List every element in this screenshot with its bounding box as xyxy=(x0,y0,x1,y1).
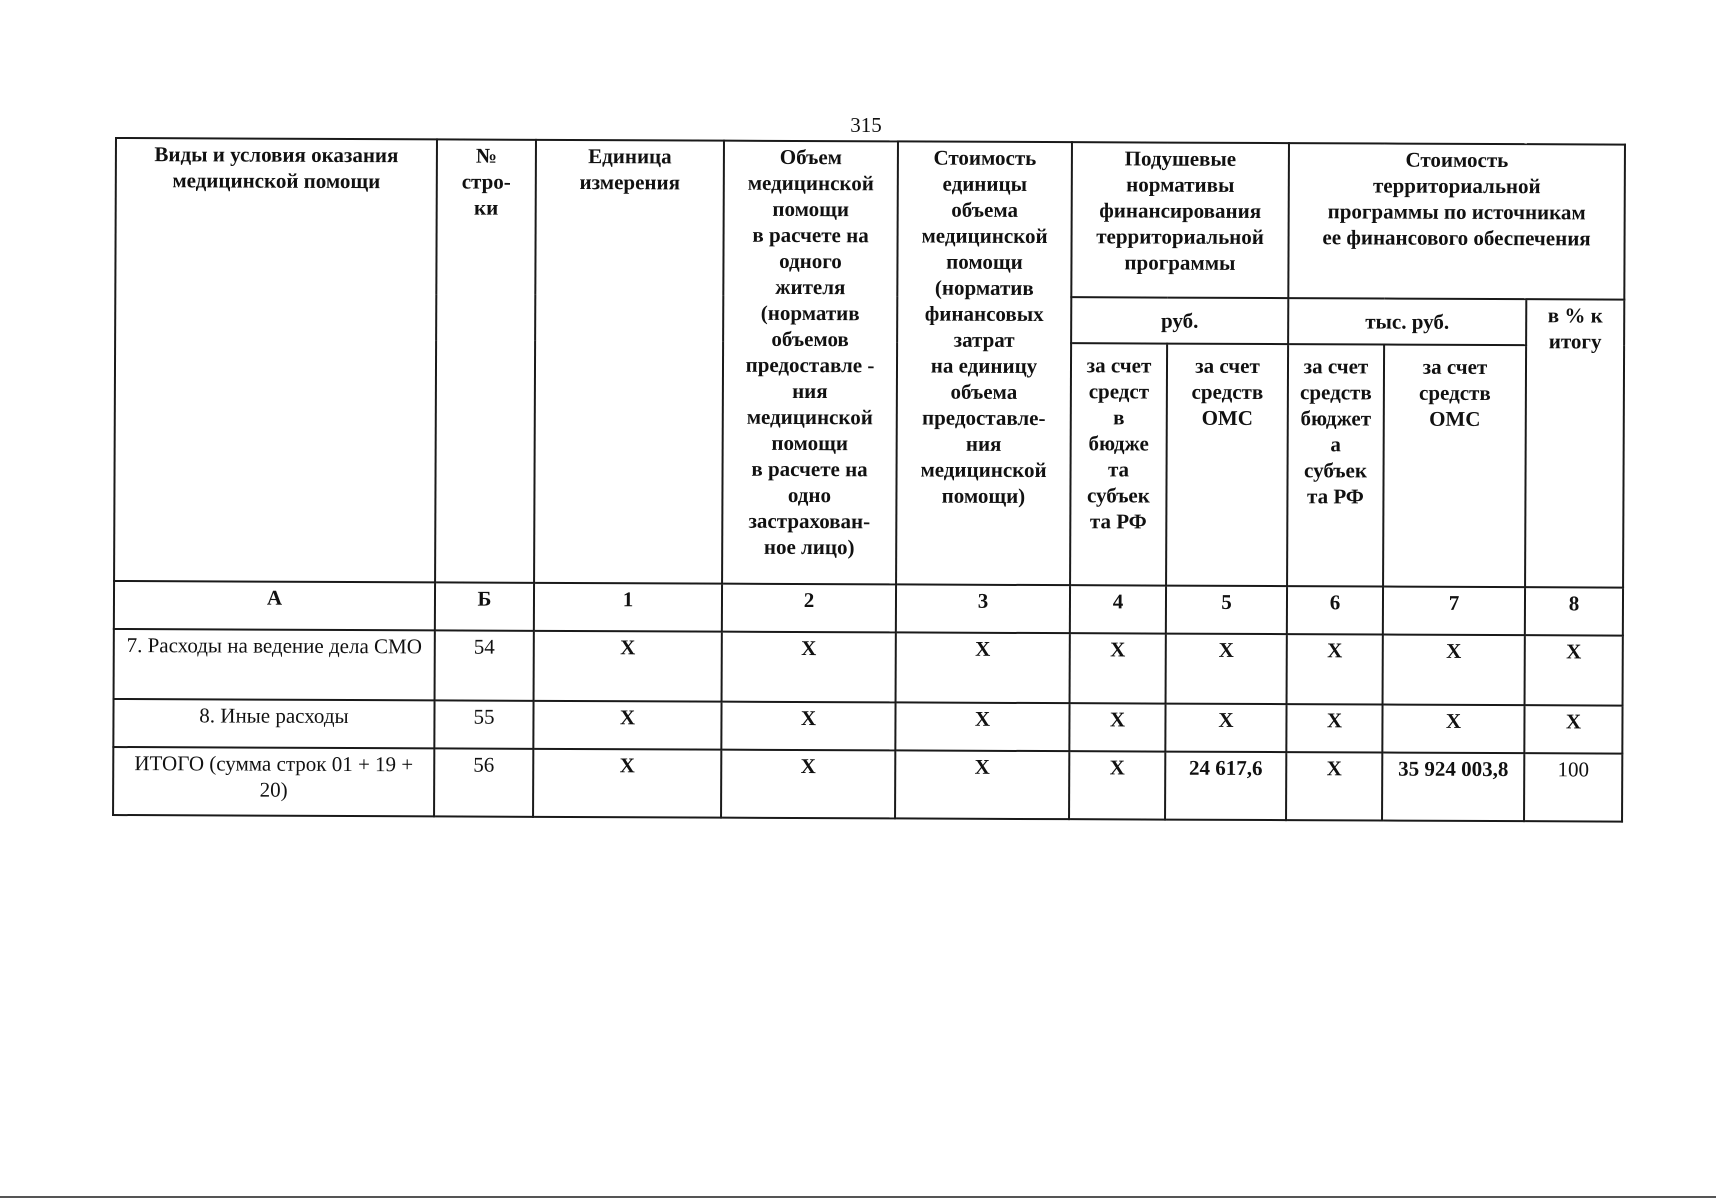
table-cell: Х xyxy=(896,632,1070,703)
table-cell: Х xyxy=(1165,704,1286,753)
header-care-types: Виды и условия оказания медицинской помощи xyxy=(114,138,437,582)
column-code: 4 xyxy=(1070,585,1166,633)
header-unit-thousand-rub: тыс. руб. xyxy=(1288,298,1526,345)
table-row xyxy=(113,699,1622,754)
header-per-capita-oms: за счет средств ОМС xyxy=(1166,344,1288,587)
total-cost-oms: 35 924 003,8 xyxy=(1382,753,1524,822)
total-per-capita-oms: 24 617,6 xyxy=(1165,752,1286,821)
column-code: 6 xyxy=(1287,586,1383,634)
table-cell: Х xyxy=(533,701,721,750)
column-code: 5 xyxy=(1166,586,1287,635)
column-code: 1 xyxy=(534,583,722,632)
table-row-total xyxy=(113,747,1622,822)
table-cell: Х xyxy=(721,750,895,819)
total-percent: 100 xyxy=(1524,753,1622,821)
row-number: 56 xyxy=(434,748,533,816)
header-per-capita-normatives: Подушевые нормативы финансирования территориальной программы xyxy=(1071,142,1289,298)
header-row-1 xyxy=(115,138,1625,300)
row-label: 7. Расходы на ведение дела СМО xyxy=(114,629,435,700)
table-cell: Х xyxy=(895,750,1069,819)
table-cell: Х xyxy=(1525,635,1623,705)
column-code: Б xyxy=(435,582,534,630)
row-number: 54 xyxy=(435,630,534,700)
column-code: 7 xyxy=(1383,587,1525,636)
table-cell: Х xyxy=(1524,705,1622,753)
header-percent-of-total: в % к итогу xyxy=(1525,299,1624,587)
scan-edge-line xyxy=(0,1196,1716,1198)
column-code: 2 xyxy=(722,584,896,633)
page-number: 315 xyxy=(850,113,882,137)
table-cell: Х xyxy=(722,632,896,703)
table-cell: Х xyxy=(721,702,895,751)
table-cell: Х xyxy=(1286,704,1382,752)
row-label: ИТОГО (сумма строк 01 + 19 + 20) xyxy=(113,747,434,816)
header-unit-rub: руб. xyxy=(1071,297,1288,344)
header-row-number: № стро- ки xyxy=(435,139,536,582)
table-cell: Х xyxy=(895,702,1069,751)
header-cost-oms: за счет средств ОМС xyxy=(1383,345,1526,588)
table-cell: Х xyxy=(533,749,721,818)
column-code-row xyxy=(114,581,1623,636)
header-program-cost: Стоимость территориальной программы по источникам ее финансового обеспечения xyxy=(1288,143,1625,299)
table-cell: Х xyxy=(1069,751,1165,819)
table-cell: Х xyxy=(1383,635,1525,706)
table-cell: Х xyxy=(534,631,722,702)
table-cell: Х xyxy=(1070,633,1166,703)
column-code: А xyxy=(114,581,435,630)
table-cell: Х xyxy=(1286,752,1382,820)
row-number: 55 xyxy=(434,700,533,748)
table-cell: Х xyxy=(1166,634,1287,705)
table-cell: Х xyxy=(1287,634,1383,704)
header-volume: Объем медицинской помощи в расчете на одного жителя (норматив объемов предоставле - ния медицинской помощи в расчете на одно застрахован- ное лицо) xyxy=(722,141,898,585)
financing-table xyxy=(112,137,1626,823)
header-cost-budget: за счет средств бюджет а субъек та РФ xyxy=(1287,344,1384,586)
column-code: 3 xyxy=(896,584,1070,633)
row-label: 8. Иные расходы xyxy=(113,699,434,748)
column-code: 8 xyxy=(1525,587,1623,635)
header-unit: Единица измерения xyxy=(534,140,724,584)
header-per-capita-budget: за счет средст в бюдже та субъек та РФ xyxy=(1070,343,1167,585)
table-cell: Х xyxy=(1069,703,1165,751)
table-row xyxy=(114,629,1623,706)
table-cell: Х xyxy=(1382,705,1524,754)
header-unit-cost: Стоимость единицы объема медицинской помощи (норматив финансовых затрат на единицу объема предоставле- ния медицинской помощи) xyxy=(896,141,1072,585)
